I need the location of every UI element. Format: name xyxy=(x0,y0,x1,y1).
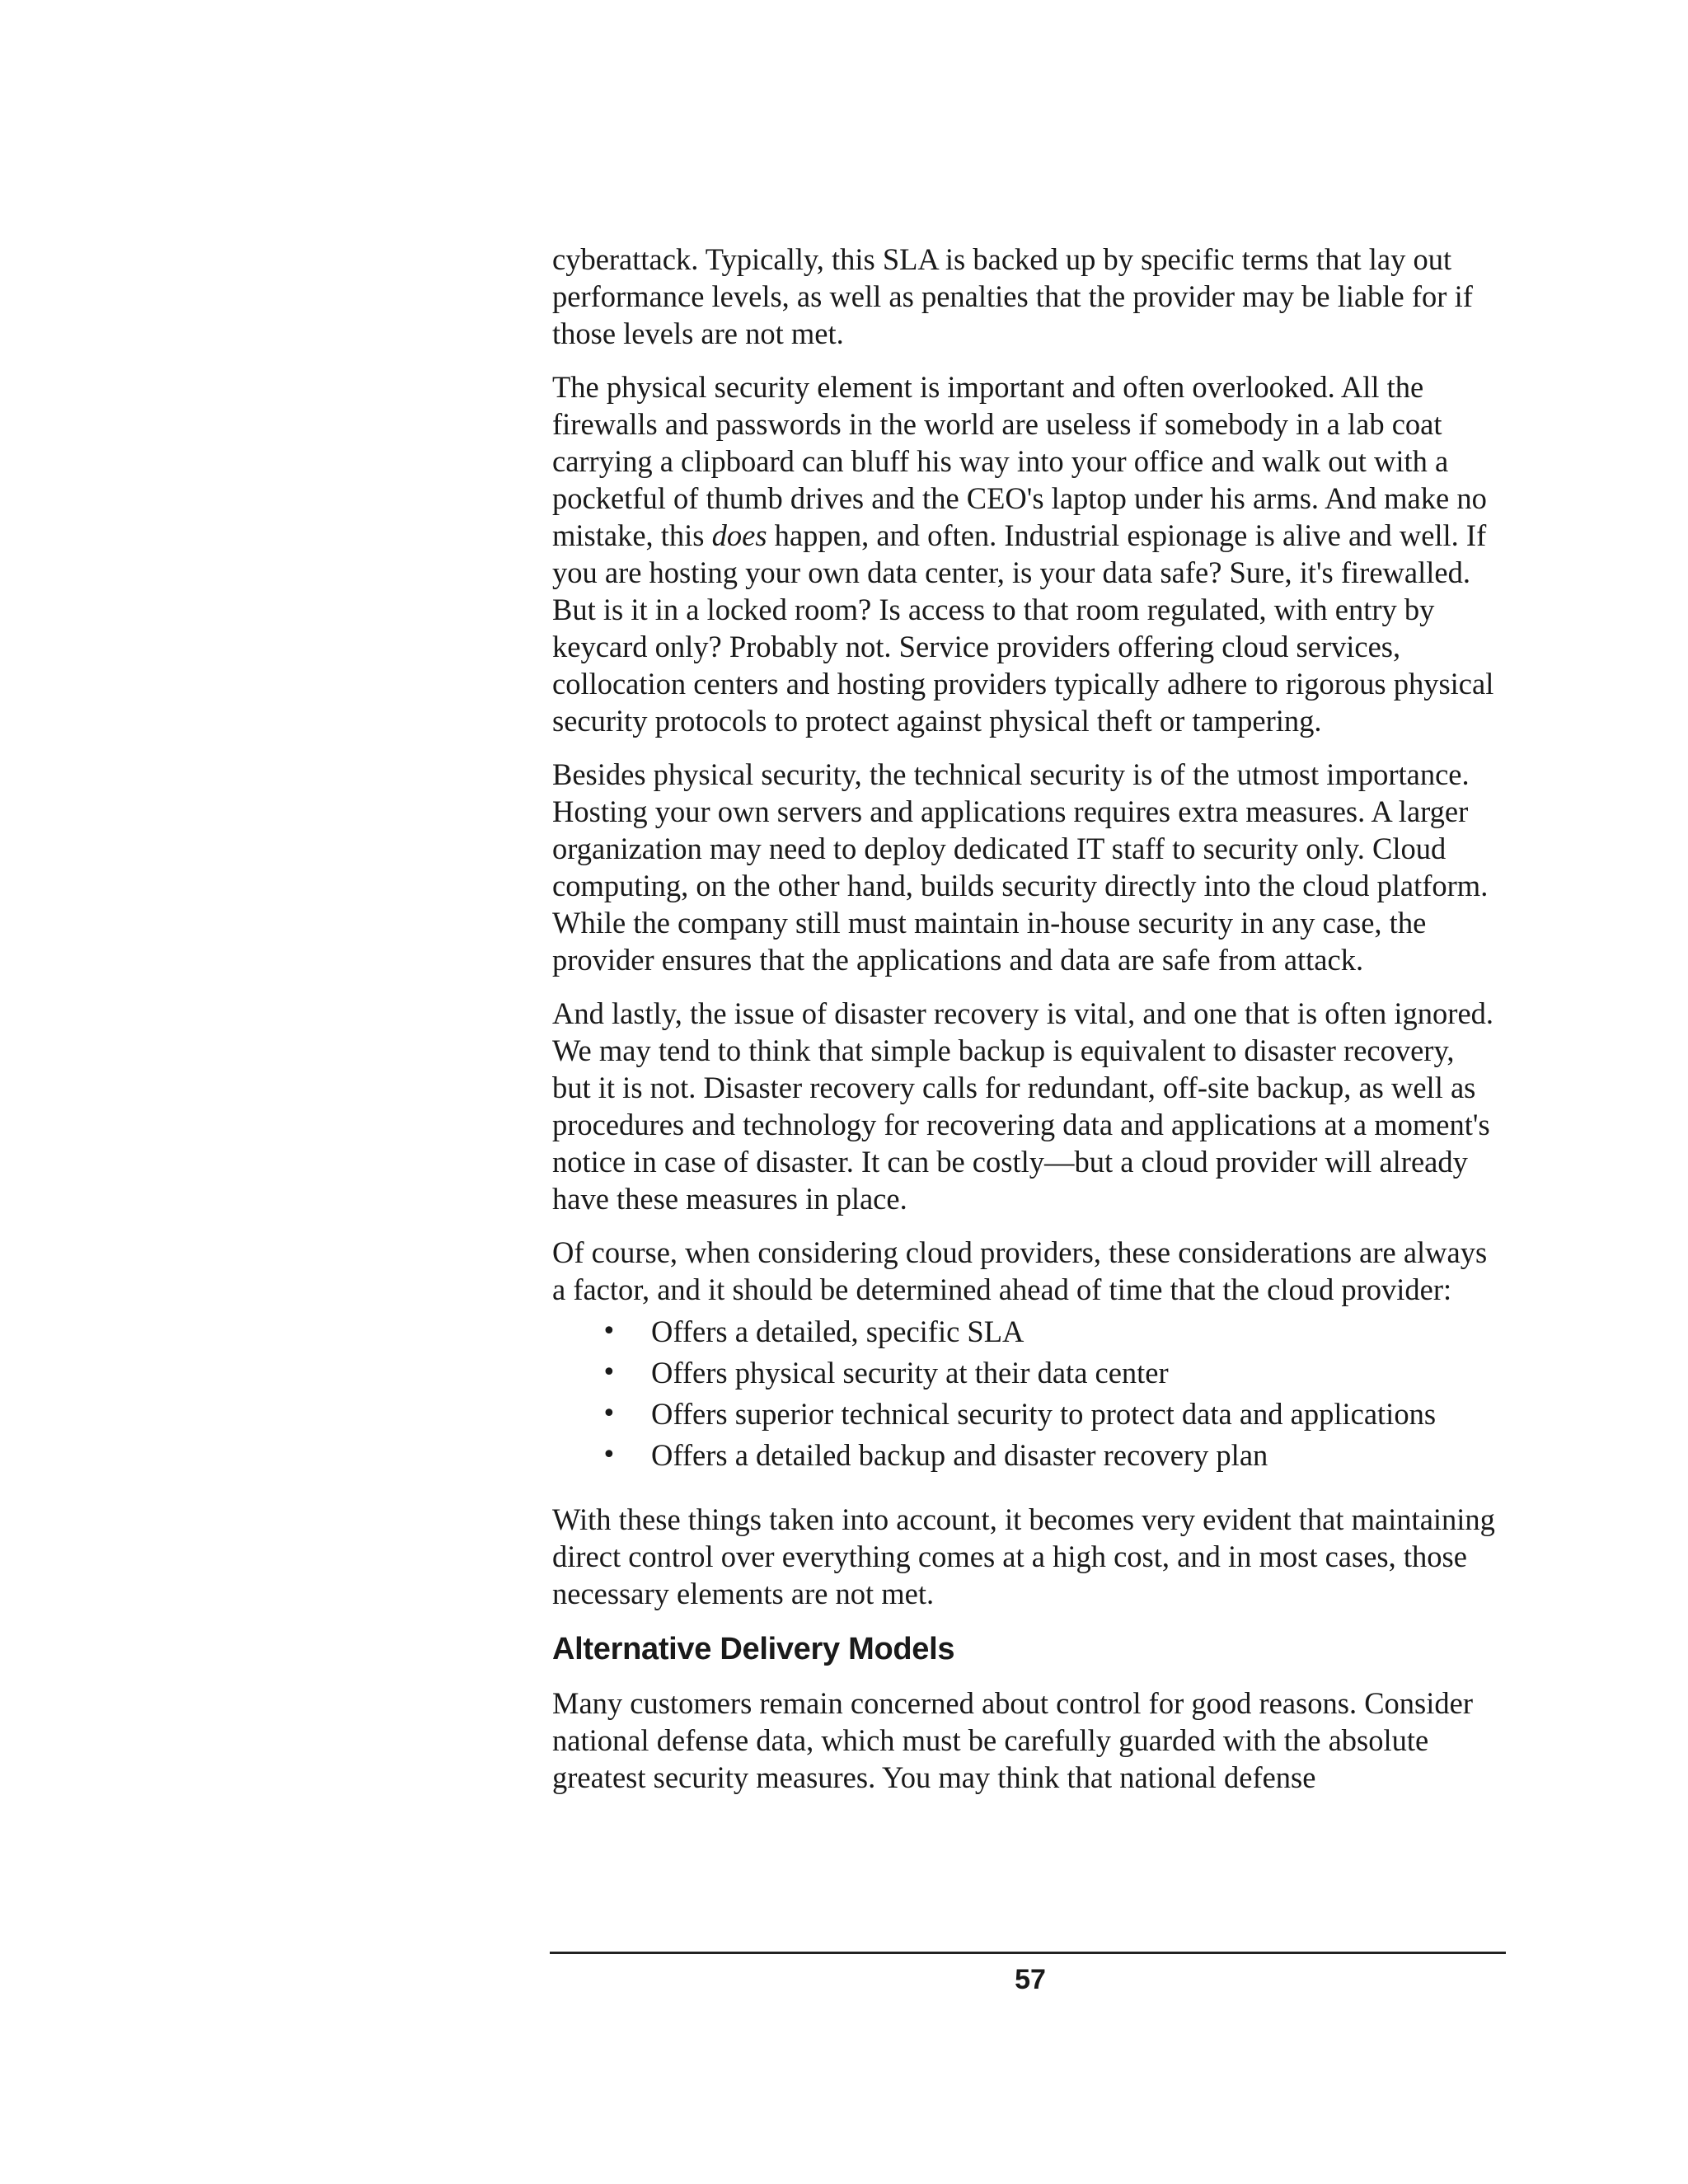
paragraph: Many customers remain concerned about control for good reasons. Consider national defense data, which must be carefully guarded with the absolute greatest security measures. You may think that national defense xyxy=(552,1686,1473,1794)
list-item xyxy=(602,1352,1500,1394)
bullet-icon: • xyxy=(602,1358,617,1387)
paragraph: With these things taken into account, it becomes very evident that maintaining direct control over everything comes at a high cost, and in most cases, those necessary elements are not met. xyxy=(552,1502,1495,1610)
page-body xyxy=(552,241,1500,1812)
list-item xyxy=(602,1311,1500,1352)
list-item-text: Offers physical security at their data center xyxy=(651,1356,1169,1390)
list-item-text: Offers a detailed backup and disaster recovery plan xyxy=(651,1438,1268,1472)
paragraph: Of course, when considering cloud providers, these considerations are always a factor, and it should be determined ahead of time that the cloud provider: xyxy=(552,1235,1488,1306)
paragraph xyxy=(552,368,1500,739)
emphasis-text: does xyxy=(711,518,767,552)
list-item-text: Offers superior technical security to protect data and applications xyxy=(651,1397,1437,1431)
bullet-icon: • xyxy=(602,1399,617,1428)
bullet-list xyxy=(552,1311,1500,1476)
bullet-icon: • xyxy=(602,1441,617,1469)
paragraph: And lastly, the issue of disaster recovery is vital, and one that is often ignored. We may tend to think that simple backup is equivalent to disaster recovery, but it is not. Disaster recovery calls for redundant, off-site backup, as well as procedures and technology for recovering data and applications at a moment's notice in case of disaster. It can be costly—but a cloud provider will already have these measures in place. xyxy=(552,996,1494,1216)
paragraph: Besides physical security, the technical security is of the utmost importance. Hosting your own servers and applications requires extra measures. A larger organization may need to deploy dedicated IT staff to security only. Cloud computing, on the other hand, builds security directly into the cloud platform. While the company still must maintain in-house security in any case, the provider ensures that the applications and data are safe from attack. xyxy=(552,757,1489,977)
page-number: 57 xyxy=(1015,1964,1046,1995)
paragraph: cyberattack. Typically, this SLA is backed up by specific terms that lay out performance levels, as well as penalties that the provider may be liable for if those levels are not met. xyxy=(552,242,1473,350)
list-item xyxy=(602,1394,1500,1435)
paragraph-text: happen, and often. Industrial espionage is alive and well. If you are hosting your own data center, is your data safe? Sure, it's firewalled. But is it in a locked room? Is access to that room regulated, with entry by keycard only? Probably not. Service providers offering cloud services, collocation centers and hosting providers typically adhere to rigorous physical security protocols to protect against physical theft or tampering. xyxy=(552,518,1494,738)
section-heading: Alternative Delivery Models xyxy=(552,1632,955,1666)
list-item-text: Offers a detailed, specific SLA xyxy=(651,1315,1025,1348)
bullet-icon: • xyxy=(602,1317,617,1346)
list-item xyxy=(602,1435,1500,1476)
footer-divider xyxy=(550,1952,1506,1954)
paragraph-text: The physical security element is important and often overlooked. All the firewalls and passwords in the world are useless if somebody in a lab coat carrying a clipboard can bluff his way into your office and walk out with a pocketful of thumb drives and the CEO's laptop under his arms. And make no mistake, this xyxy=(552,370,1487,552)
